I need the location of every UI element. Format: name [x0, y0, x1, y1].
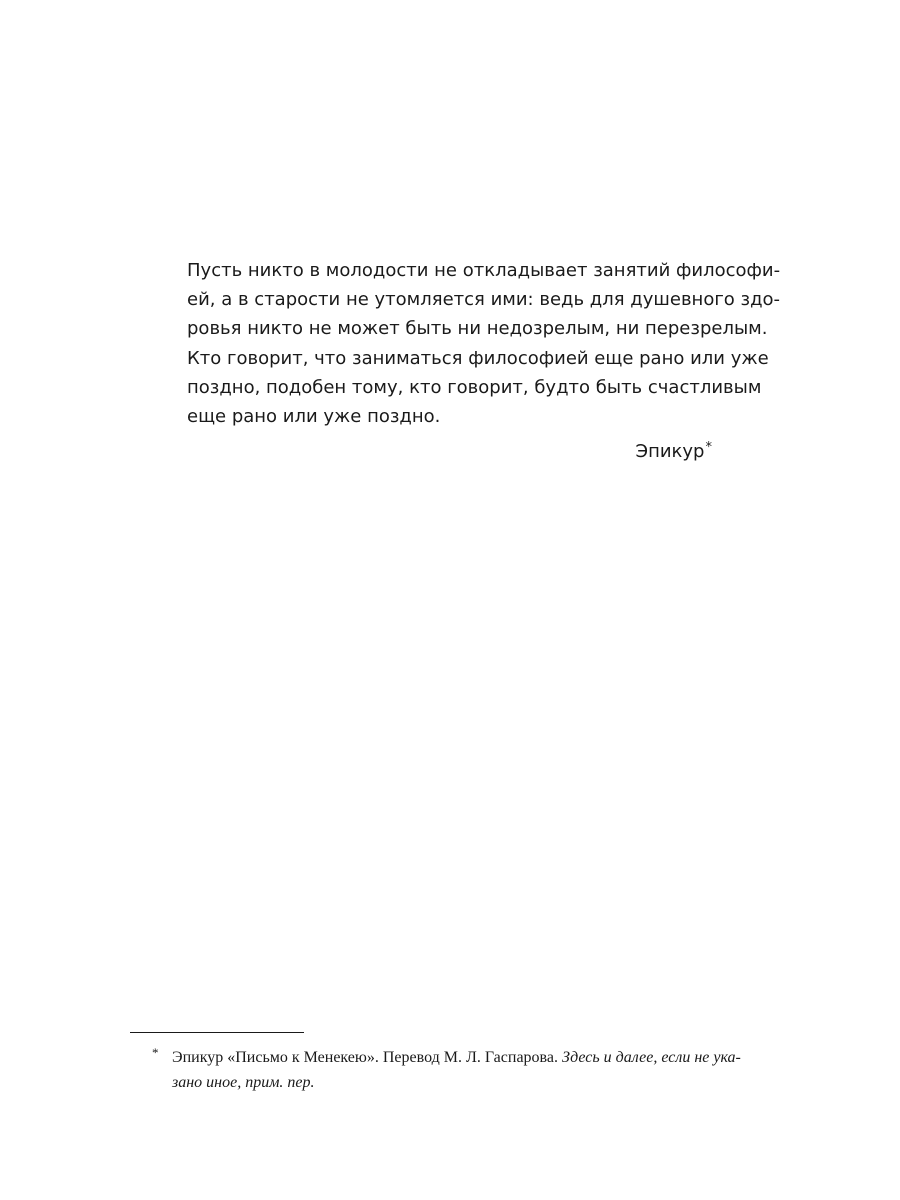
epigraph-attribution	[187, 437, 712, 466]
footnote-reference-mark[interactable]: *	[705, 440, 712, 456]
epigraph	[187, 256, 781, 466]
epigraph-line: Кто говорит, что заниматься философией еще рано или уже	[187, 347, 769, 369]
epigraph-line: еще рано или уже поздно.	[187, 405, 441, 427]
footnote-line	[152, 1045, 772, 1070]
footnote-separator	[130, 1032, 304, 1033]
epigraph-author: Эпикур	[635, 441, 705, 463]
footnote-mark: *	[152, 1045, 159, 1060]
epigraph-line: ровья никто не может быть ни недозрелым, ни перезрелым.	[187, 318, 768, 340]
footnote-note-text: Здесь и далее, если не ука-	[561, 1049, 741, 1066]
epigraph-line: ей, а в старости не утомляется ими: ведь для душевного здо-	[187, 289, 781, 311]
footnote-source-text: Эпикур «Письмо к Менекею». Перевод М. Л. Гаспарова.	[172, 1049, 558, 1066]
footnote-note-continuation: зано иное, прим. пер.	[172, 1074, 315, 1091]
epigraph-line: Пусть никто в молодости не откладывает занятий философи-	[187, 260, 781, 281]
epigraph-line: поздно, подобен тому, кто говорит, будто быть счастливым	[187, 376, 762, 398]
footnote-line	[152, 1070, 772, 1095]
footnote	[152, 1045, 772, 1095]
